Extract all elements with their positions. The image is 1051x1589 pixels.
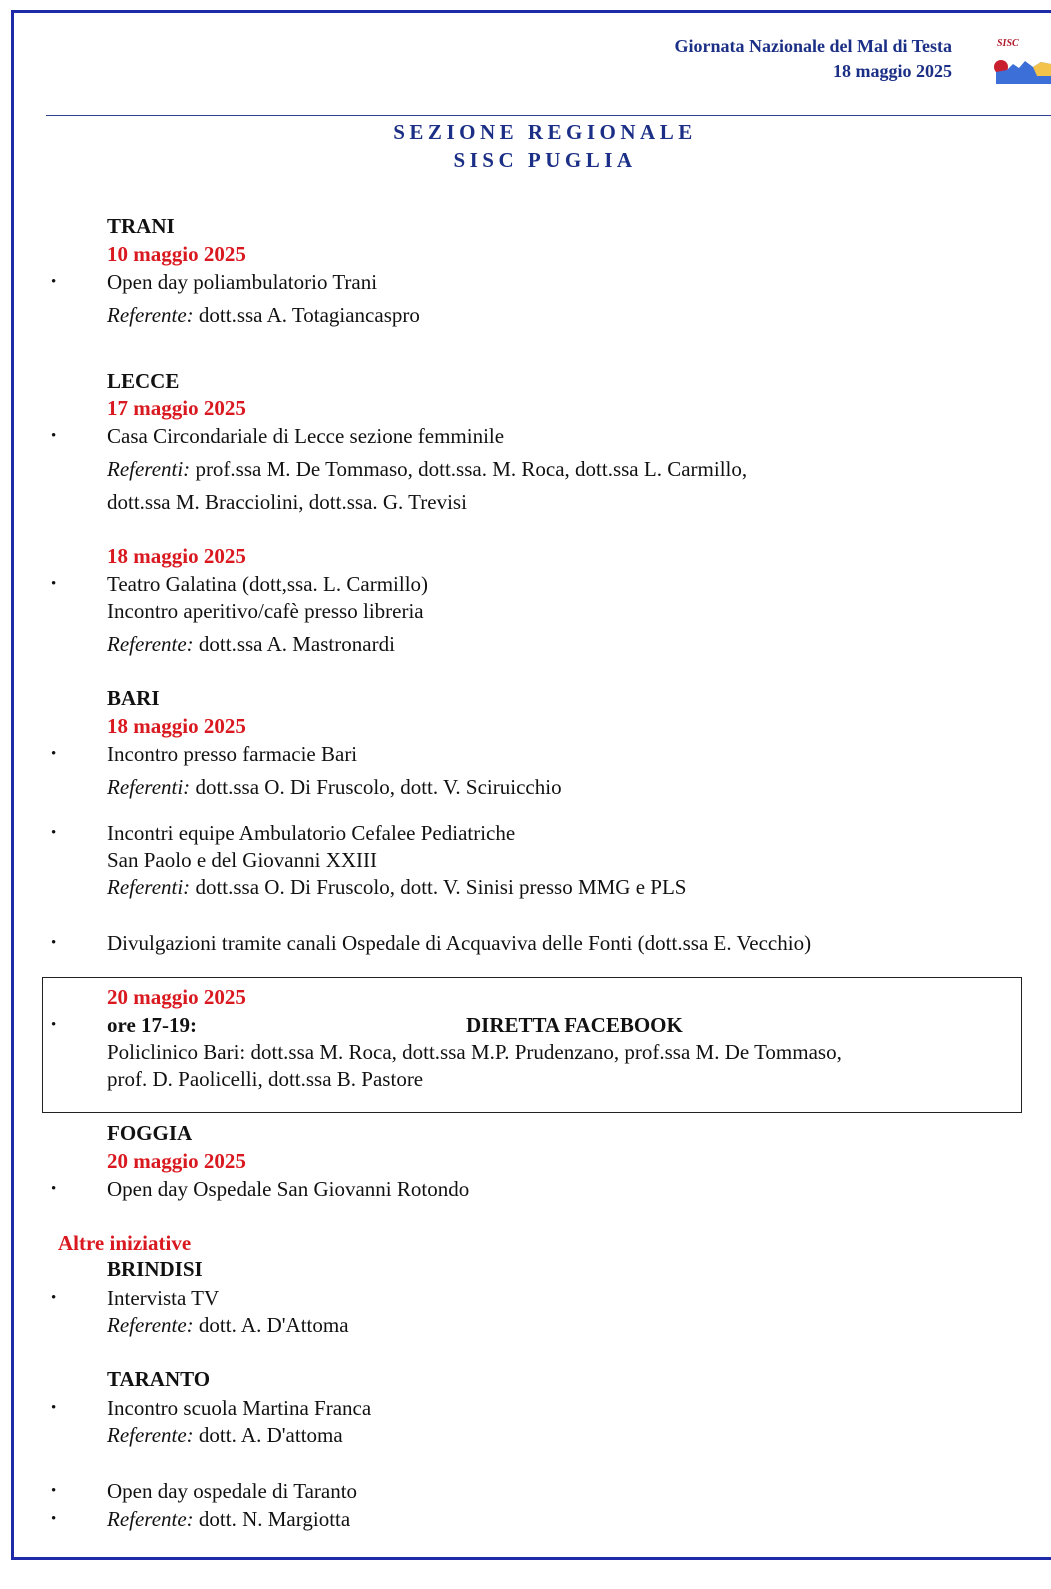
bullet: • xyxy=(51,1181,57,1197)
referent-label: Referente: xyxy=(107,303,194,327)
event-bari-1: Incontro presso farmacie Bari xyxy=(107,742,358,766)
section-title-line1: SEZIONE REGIONALE xyxy=(393,120,697,144)
sisc-logo xyxy=(993,34,1051,84)
event-taranto-2: Open day ospedale di Taranto xyxy=(107,1479,358,1503)
referent-bari-2 xyxy=(107,875,686,899)
facebook-participants-cont: prof. D. Paolicelli, dott.ssa B. Pastore xyxy=(107,1067,424,1091)
event-bari-3: Divulgazioni tramite canali Ospedale di Acquaviva delle Fonti (dott.ssa E. Vecchio) xyxy=(107,931,812,955)
bullet: • xyxy=(51,1400,57,1416)
event-bari-2: Incontri equipe Ambulatorio Cefalee Pediatriche xyxy=(107,821,516,845)
other-initiatives-heading: Altre iniziative xyxy=(58,1231,192,1255)
city-heading-lecce: LECCE xyxy=(107,369,180,393)
city-heading-foggia: FOGGIA xyxy=(107,1121,193,1145)
event-brindisi: Intervista TV xyxy=(107,1286,220,1310)
event-bari-2-cont: San Paolo e del Giovanni XXIII xyxy=(107,848,378,872)
date-bari: 18 maggio 2025 xyxy=(107,714,246,738)
referent-name: dott.ssa A. Totagiancaspro xyxy=(198,303,420,327)
svg-text:SISC: SISC xyxy=(997,38,1019,49)
bullet: • xyxy=(51,935,57,951)
event-lecce-1: Casa Circondariale di Lecce sezione femminile xyxy=(107,424,505,448)
event-foggia: Open day Ospedale San Giovanni Rotondo xyxy=(107,1177,470,1201)
referent-lecce-2 xyxy=(107,632,395,656)
bullet: • xyxy=(51,1017,57,1033)
date-facebook: 20 maggio 2025 xyxy=(107,985,246,1009)
date-lecce-1: 17 maggio 2025 xyxy=(107,396,246,420)
bullet: • xyxy=(51,428,57,444)
referent-name: dott.ssa O. Di Fruscolo, dott. V. Sinisi presso MMG e PLS xyxy=(195,875,687,899)
referent-lecce-1 xyxy=(107,457,747,481)
referent-label: Referenti: xyxy=(107,457,191,481)
header-rule xyxy=(46,115,1051,116)
referent-taranto-1 xyxy=(107,1423,343,1447)
referent-brindisi xyxy=(107,1313,349,1337)
date-foggia: 20 maggio 2025 xyxy=(107,1149,246,1173)
referent-name: prof.ssa M. De Tommaso, dott.ssa. M. Roca, dott.ssa L. Carmillo, xyxy=(195,457,748,481)
city-heading-bari: BARI xyxy=(107,686,160,710)
bullet: • xyxy=(51,576,57,592)
bullet: • xyxy=(51,1511,57,1527)
city-heading-brindisi: BRINDISI xyxy=(107,1257,203,1281)
section-title-line2: SISC PUGLIA xyxy=(453,148,637,172)
facebook-time: ore 17-19: xyxy=(107,1013,197,1037)
bullet: • xyxy=(51,274,57,290)
referent-trani xyxy=(107,303,420,327)
date-trani: 10 maggio 2025 xyxy=(107,242,246,266)
referent-label: Referente: xyxy=(107,1313,194,1337)
event-lecce-2: Teatro Galatina (dott,ssa. L. Carmillo) xyxy=(107,572,429,596)
bullet: • xyxy=(51,746,57,762)
event-trani: Open day poliambulatorio Trani xyxy=(107,270,378,294)
referent-lecce-1-cont: dott.ssa M. Bracciolini, dott.ssa. G. Trevisi xyxy=(107,490,467,514)
date-lecce-2: 18 maggio 2025 xyxy=(107,544,246,568)
city-heading-taranto: TARANTO xyxy=(107,1367,211,1391)
referent-name: dott. A. D'attoma xyxy=(198,1423,343,1447)
bullet: • xyxy=(51,1483,57,1499)
event-date: 18 maggio 2025 xyxy=(833,61,952,81)
referent-label: Referenti: xyxy=(107,875,191,899)
referent-label: Referente: xyxy=(107,1423,194,1447)
event-taranto-1: Incontro scuola Martina Franca xyxy=(107,1396,372,1420)
facebook-participants: Policlinico Bari: dott.ssa M. Roca, dott.ssa M.P. Prudenzano, prof.ssa M. De Tommaso, xyxy=(107,1040,842,1064)
referent-name: dott.ssa O. Di Fruscolo, dott. V. Sciruicchio xyxy=(195,775,562,799)
event-lecce-2-cont: Incontro aperitivo/cafè presso libreria xyxy=(107,599,424,623)
event-title: Giornata Nazionale del Mal di Testa xyxy=(674,36,952,56)
referent-taranto-2 xyxy=(107,1507,350,1531)
referent-name: dott. A. D'Attoma xyxy=(198,1313,349,1337)
facebook-live-title: DIRETTA FACEBOOK xyxy=(466,1013,683,1037)
referent-label: Referente: xyxy=(107,632,194,656)
bullet: • xyxy=(51,825,57,841)
city-heading-trani: TRANI xyxy=(107,214,175,238)
referent-name: dott.ssa A. Mastronardi xyxy=(198,632,395,656)
bullet: • xyxy=(51,1290,57,1306)
referent-bari-1 xyxy=(107,775,562,799)
referent-label: Referenti: xyxy=(107,775,191,799)
referent-name: dott. N. Margiotta xyxy=(198,1507,351,1531)
referent-label: Referente: xyxy=(107,1507,194,1531)
